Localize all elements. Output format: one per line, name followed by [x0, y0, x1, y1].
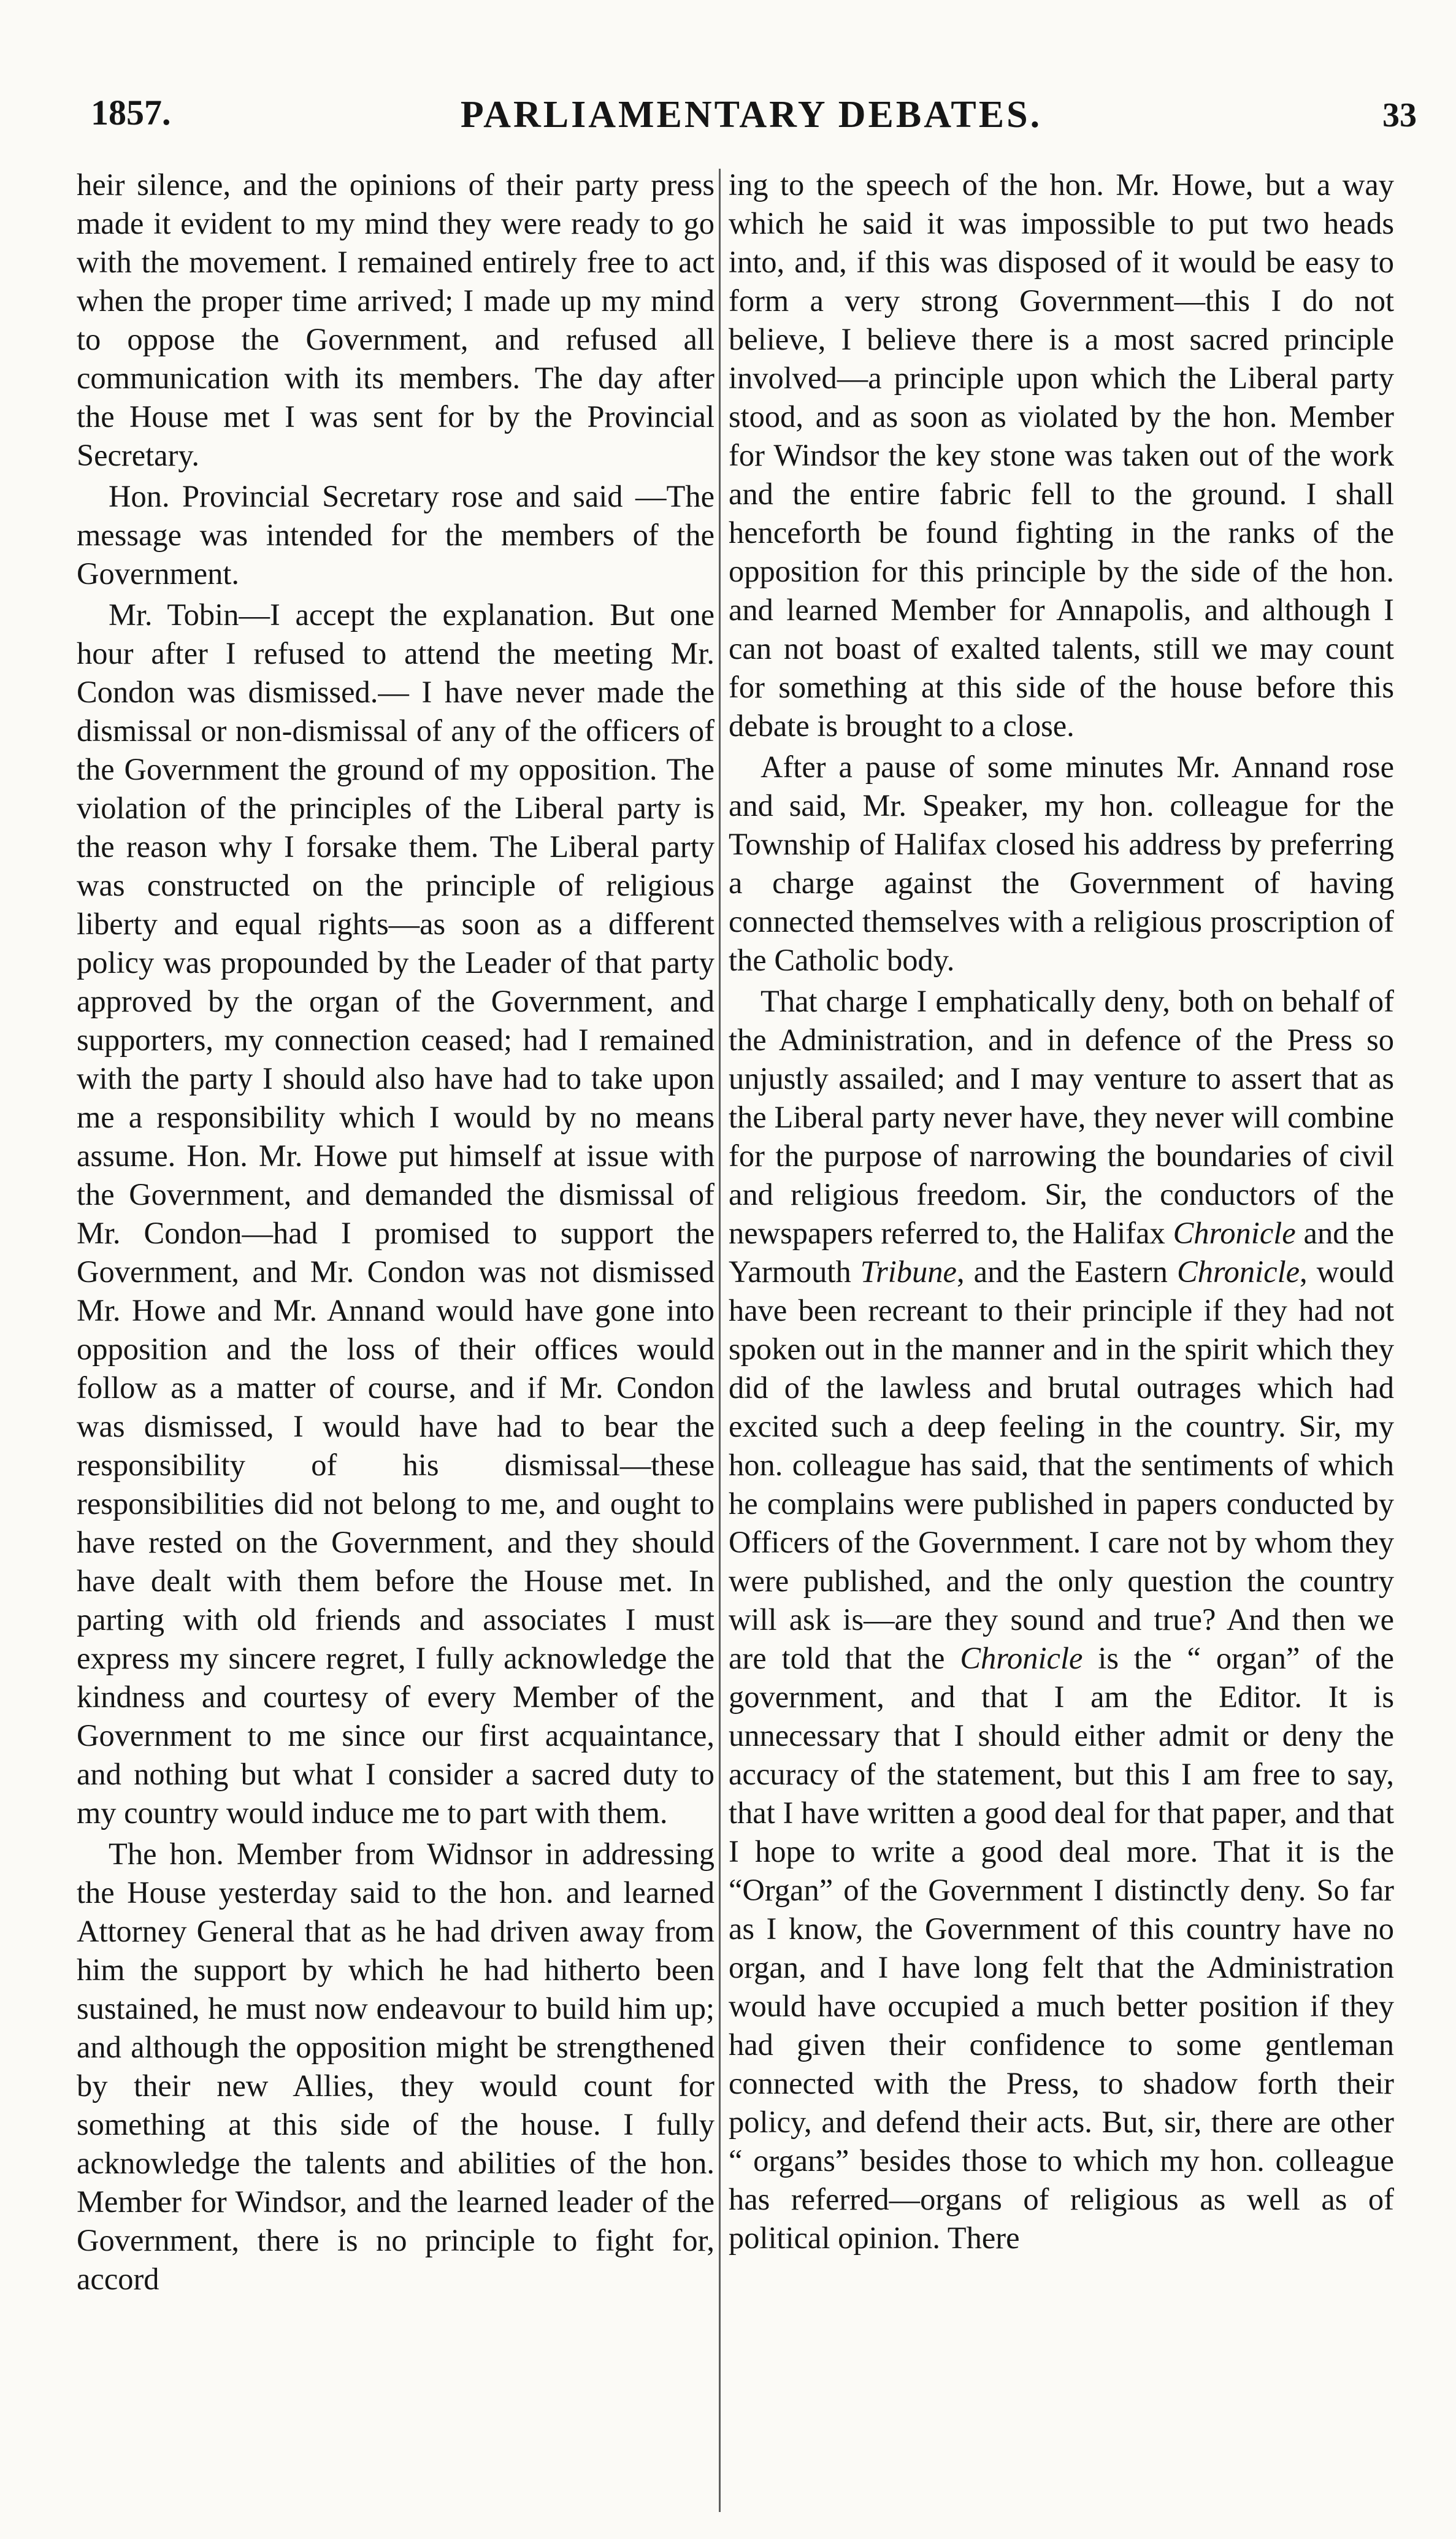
newspaper-name-chronicle: Chronicle — [960, 1641, 1083, 1675]
text-run: , would have been recreant to their principle if they had not spoken out in the manner and in the spirit which they did of the lawless and brutal outrages which had excited such a deep feeling in the country. Sir, my hon. colleague has said, that the sentiments of which he complains were published in papers conducted by Officers of the Government. I care not by whom they were published, and the only question the country will ask is—are they sound and true? And then we are told that the — [729, 1254, 1394, 1675]
text-run: That charge I emphatically deny, both on behalf of the Administration, and in defence of the Press so unjustly assailed; and I may venture to assert that as the Liberal party never have, they never will combine for the purpose of narrowing the boundaries of civil and religious freedom. Sir, the conductors of the newspapers referred to, the Halifax — [729, 984, 1394, 1250]
page-title: PARLIAMENTARY DEBATES. — [460, 94, 1043, 136]
right-paragraph-3 — [729, 982, 1394, 2257]
left-paragraph-4: The hon. Member from Widnsor in addressing the House yesterday said to the hon. and learned Attorney General that as he had driven away from him the support by which he had hitherto been sustained, he must now endeavour to build him up; and although the opposition might be strengthened by their new Allies, they would count for something at this side of the house. I fully acknowledge the talents and abilities of the hon. Member for Windsor, and the learned leader of the Government, there is no principle to fight for, accord — [77, 1837, 715, 2296]
newspaper-name-tribune: Tribune — [860, 1254, 957, 1289]
page-number: 33 — [1382, 96, 1417, 134]
left-paragraph-3: Mr. Tobin—I accept the explanation. But one hour after I refused to attend the meeting Mr. Condon was dismissed.— I have never made the dismissal or non-dismissal of any of the officers of the Government the ground of my opposition. The violation of the principles of the Liberal party is the reason why I forsake them. The Liberal party was constructed on the principle of religious liberty and equal rights—as soon as a different policy was propounded by the Leader of that party approved by the organ of the Government, and supporters, my connection ceased; had I remained with the party I should also have had to take upon me a responsibility which I would by no means assume. Hon. Mr. Howe put himself at issue with the Government, and demanded the dismissal of Mr. Condon—had I promised to support the Government, and Mr. Condon was not dismissed Mr. Howe and Mr. Annand would have gone into opposition and the loss of their offices would follow as a matter of course, and if Mr. Condon was dismissed, I would have had to bear the responsibility of his dismissal—these responsibilities did not belong to me, and ought to have rested on the Government, and they should have dealt with them before the House met. In parting with old friends and associates I must express my sincere regret, I fully acknowledge the kindness and courtesy of every Member of the Government to me since our first acquaintance, and nothing but what I consider a sacred duty to my country would induce me to part with them. — [77, 597, 715, 1830]
newspaper-name-halifax-chronicle: Chronicle — [1173, 1216, 1296, 1250]
newspaper-name-eastern-chronicle: Chronicle — [1176, 1254, 1300, 1289]
right-column — [729, 166, 1394, 2515]
left-column — [77, 166, 715, 2515]
text-run: and the Yarmouth — [729, 1216, 1394, 1289]
left-paragraph-2: Hon. Provincial Secretary rose and said —The message was intended for the members of the Government. — [77, 479, 715, 591]
page-year: 1857. — [91, 93, 171, 133]
right-paragraph-1: ing to the speech of the hon. Mr. Howe, but a way which he said it was impossible to put two heads into, and, if this was disposed of it would be easy to form a very strong Government—this I do not believe, I believe there is a most sacred principle involved—a principle upon which the Liberal party stood, and as soon as violated by the hon. Member for Windsor the key stone was taken out of the work and the entire fabric fell to the ground. I shall henceforth be found fighting in the ranks of the opposition for this principle by the side of the hon. and learned Member for Annapolis, and although I can not boast of exalted talents, still we may count for something at this side of the house before this debate is brought to a close. — [729, 167, 1394, 743]
right-paragraph-2: After a pause of some minutes Mr. Annand rose and said, Mr. Speaker, my hon. colleague for the Township of Halifax closed his address by preferring a charge against the Government of having connected themselves with a religious proscription of the Catholic body. — [729, 750, 1394, 977]
text-run: is the “ organ” of the government, and that I am the Editor. It is unnecessary that I should either admit or deny the accuracy of the statement, but this I am free to say, that I have written a good deal for that paper, and that I hope to write a good deal more. That it is the “Organ” of the Government I distinctly deny. So far as I know, the Government of this country have no organ, and I have long felt that the Administration would have occupied a much better position if they had given their confidence to some gentleman connected with the Press, to shadow forth their policy, and defend their acts. But, sir, there are other “ organs” besides those to which my hon. colleague has referred—organs of religious as well as of political opinion. There — [729, 1641, 1394, 2255]
page-header — [86, 92, 1417, 159]
column-divider — [719, 169, 721, 2512]
text-run: , and the Eastern — [956, 1254, 1177, 1289]
left-paragraph-1: heir silence, and the opinions of their party press made it evident to my mind they were ready to go with the movement. I remained entirely free to act when the proper time arrived; I made up my mind to oppose the Government, and refused all communication with its members. The day after the House met I was sent for by the Provincial Secretary. — [77, 167, 715, 472]
